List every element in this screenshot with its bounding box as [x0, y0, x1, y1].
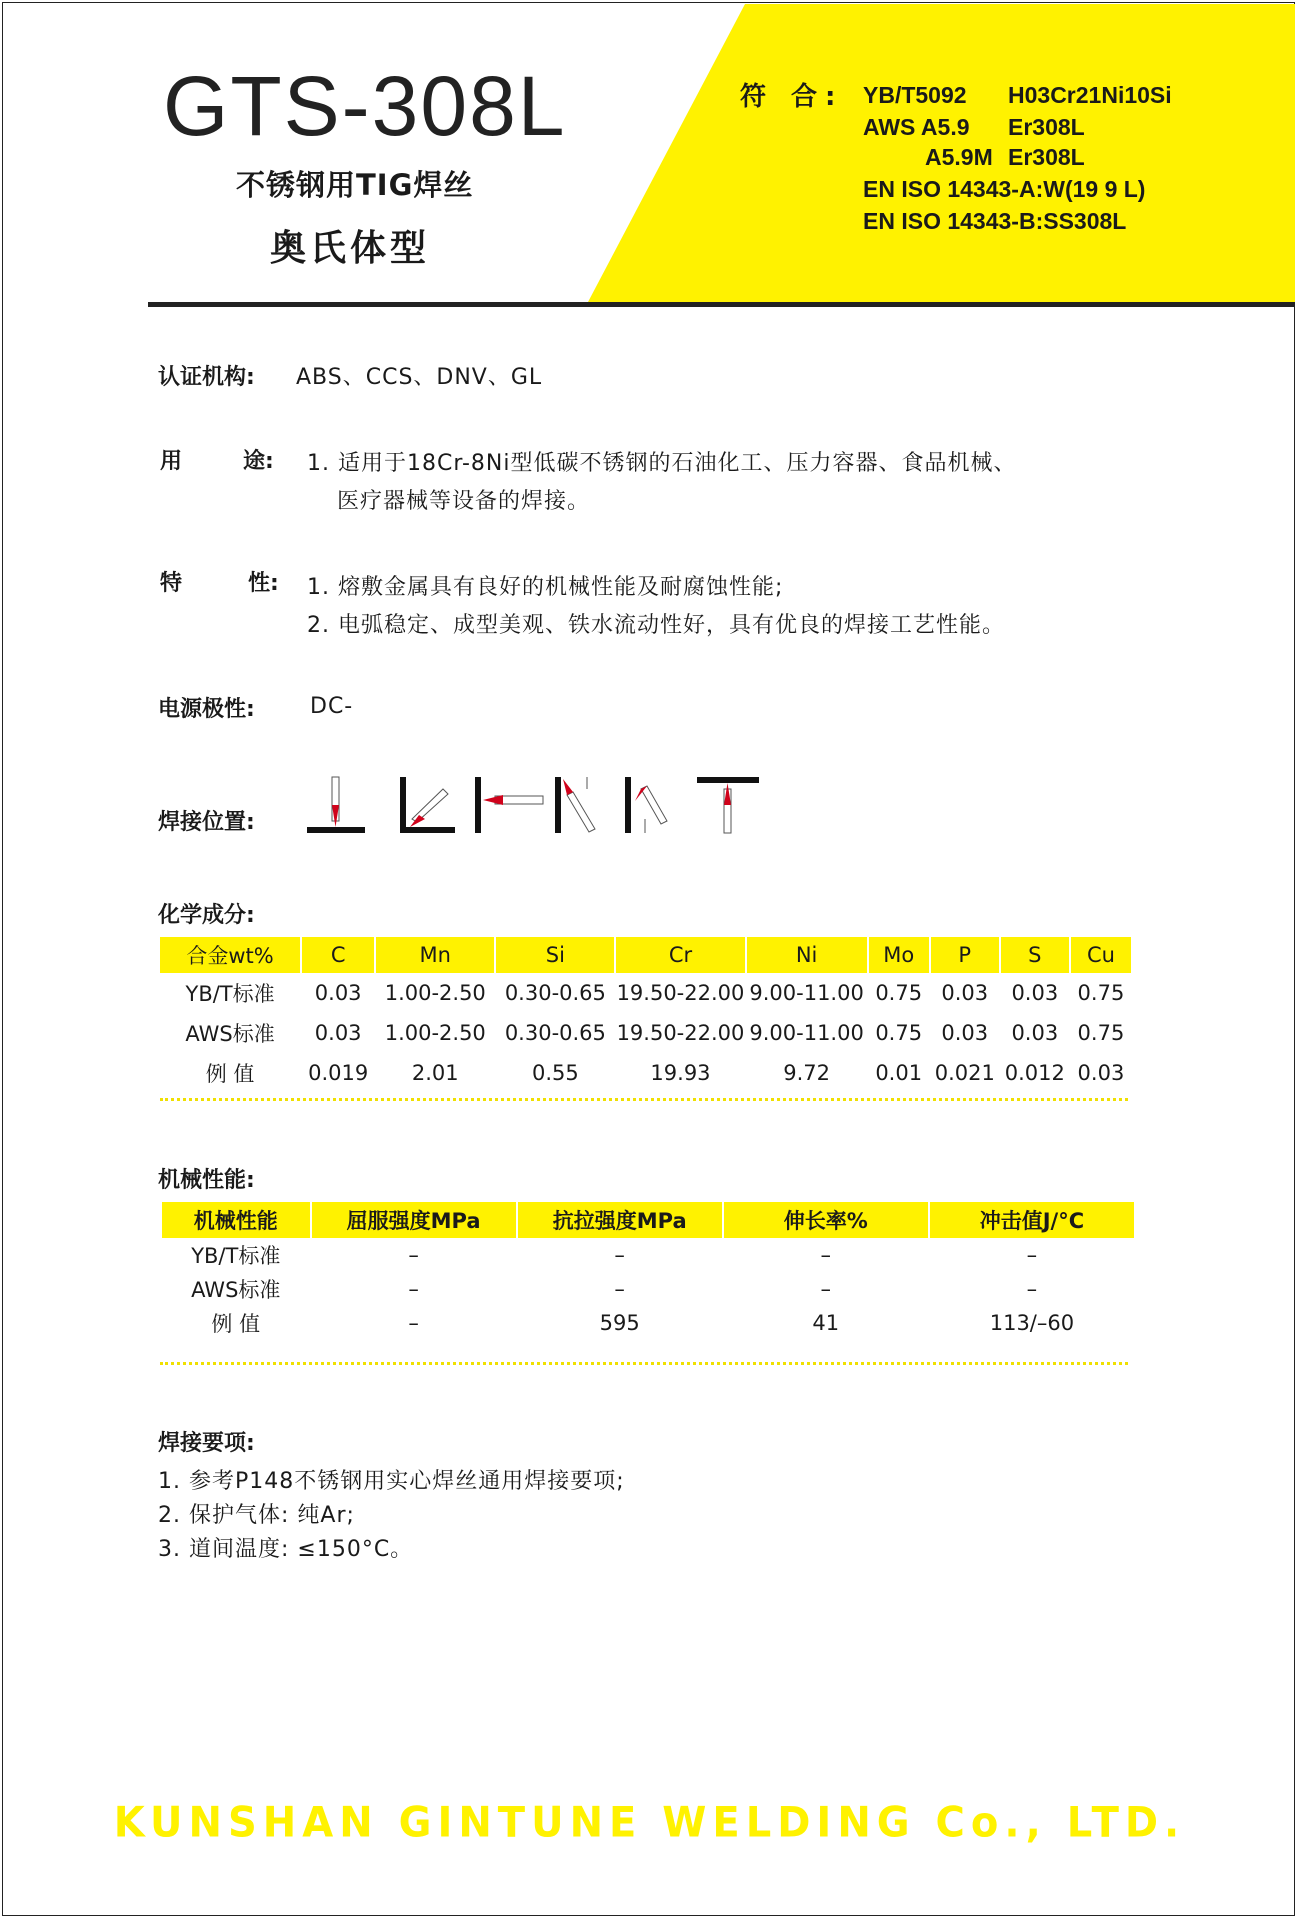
- chem-cell: 2.01: [411, 1061, 459, 1085]
- standard-yb: YB/T5092: [863, 82, 967, 108]
- mech-cell: 595: [599, 1311, 640, 1335]
- mech-cell: –: [614, 1277, 625, 1301]
- certification-label: 认证机构:: [158, 365, 255, 390]
- features-label-a: 特: [160, 571, 183, 596]
- mech-cell: –: [614, 1243, 625, 1267]
- chem-cell: 0.55: [531, 1061, 579, 1085]
- mech-cell: 例 值: [211, 1312, 261, 1336]
- note-item-1: 1. 参考P148不锈钢用实心焊丝通用焊接要项;: [158, 1469, 625, 1494]
- mechanical-title: 机械性能:: [158, 1168, 255, 1193]
- mech-header-elongation: 伸长率%: [724, 1202, 928, 1238]
- chem-cell: 19.50-22.00: [616, 1021, 745, 1045]
- chem-header-ni: Ni: [747, 937, 867, 973]
- chem-cell: 0.019: [308, 1061, 369, 1085]
- chem-header-si: Si: [496, 937, 614, 973]
- note-item-2: 2. 保护气体: 纯Ar;: [158, 1503, 355, 1528]
- mech-cell: –: [1026, 1243, 1038, 1267]
- mech-cell: –: [820, 1243, 832, 1267]
- chem-header-c: C: [302, 937, 374, 973]
- company-name: KUNSHAN GINTUNE WELDING Co., LTD.: [113, 1798, 1186, 1848]
- mech-cell: –: [408, 1243, 419, 1267]
- positions-label: 焊接位置:: [158, 810, 255, 835]
- table-row: [160, 973, 1131, 1013]
- chem-cell: 1.00-2.50: [384, 1021, 486, 1045]
- welding-positions: [305, 775, 765, 835]
- chem-cell: 9.00-11.00: [749, 981, 864, 1005]
- product-type: 奥氏体型: [270, 228, 431, 269]
- chem-cell: 9.72: [783, 1061, 830, 1085]
- table-row: [162, 1306, 1134, 1340]
- polarity-value: DC-: [310, 694, 354, 719]
- chem-header-p: P: [931, 937, 999, 973]
- certification-value: ABS、CCS、DNV、GL: [296, 365, 543, 390]
- chemical-table: [158, 937, 1133, 1093]
- chem-header-s: S: [1001, 937, 1069, 973]
- mech-cell: 41: [812, 1311, 840, 1335]
- grade-aws-m: Er308L: [1008, 144, 1085, 170]
- mech-cell: –: [1026, 1277, 1038, 1301]
- mech-header-yield: 屈服强度MPa: [312, 1202, 516, 1238]
- standard-en-a: EN ISO 14343-A:W(19 9 L): [863, 176, 1146, 202]
- chem-cell: 0.75: [875, 981, 923, 1005]
- chem-cell: 0.012: [1004, 1061, 1065, 1085]
- chem-cell: 0.03: [1011, 1021, 1059, 1045]
- grade-yb: H03Cr21Ni10Si: [1008, 82, 1172, 108]
- chem-cell: 0.30-0.65: [504, 981, 606, 1005]
- flat-position-icon: [307, 777, 365, 833]
- vertical-up-icon: [555, 777, 595, 833]
- chem-cell: 1.00-2.50: [384, 981, 486, 1005]
- chem-cell: 0.01: [875, 1061, 923, 1085]
- features-label-b: 性:: [248, 571, 279, 596]
- chemical-dotted-divider: [160, 1098, 1128, 1104]
- usage-line-1: 1. 适用于18Cr-8Ni型低碳不锈钢的石油化工、压力容器、食品机械、: [307, 451, 1017, 476]
- chem-cell: 0.03: [1011, 981, 1059, 1005]
- chem-cell: 9.00-11.00: [749, 1021, 864, 1045]
- chem-header-alloy: 合金wt%: [160, 937, 300, 973]
- features-line-2: 2. 电弧稳定、成型美观、铁水流动性好，具有优良的焊接工艺性能。: [307, 613, 1005, 638]
- chem-cell: 19.50-22.00: [616, 981, 745, 1005]
- standard-aws: AWS A5.9: [863, 114, 970, 140]
- standard-aws-m: A5.9M: [925, 144, 993, 170]
- chem-cell: 0.021: [934, 1061, 995, 1085]
- chem-cell: 0.30-0.65: [504, 1021, 606, 1045]
- chem-cell: 0.75: [1077, 1021, 1125, 1045]
- vertical-down-icon: [625, 777, 667, 833]
- chem-cell: 0.03: [941, 981, 989, 1005]
- mech-header-impact: 冲击值J/°C: [930, 1202, 1134, 1238]
- mechanical-table: [160, 1202, 1136, 1340]
- chem-header-mo: Mo: [869, 937, 929, 973]
- mech-cell: YB/T标准: [191, 1244, 281, 1268]
- note-item-3: 3. 道间温度: ≤150°C。: [158, 1537, 414, 1562]
- mech-cell: –: [820, 1277, 832, 1301]
- usage-label-b: 途:: [243, 449, 274, 474]
- chem-cell: 0.75: [875, 1021, 923, 1045]
- chem-cell: 例 值: [205, 1062, 255, 1086]
- table-row: [162, 1272, 1134, 1306]
- table-row: [160, 1013, 1131, 1053]
- horizontal-fillet-icon: [400, 777, 455, 833]
- usage-label-a: 用: [160, 449, 183, 474]
- chemical-title: 化学成分:: [158, 903, 255, 928]
- chem-header-cr: Cr: [616, 937, 744, 973]
- chem-cell: 0.03: [314, 981, 362, 1005]
- chem-cell: 0.03: [941, 1021, 989, 1045]
- chem-cell: 0.03: [314, 1021, 362, 1045]
- chem-cell: 0.75: [1077, 981, 1125, 1005]
- chemical-header-row: [160, 937, 1131, 973]
- horizontal-position-icon: [475, 777, 543, 833]
- mech-header-property: 机械性能: [162, 1202, 310, 1238]
- product-model: GTS-308L: [163, 59, 567, 153]
- header-divider: [148, 302, 1295, 307]
- overhead-position-icon: [697, 777, 759, 833]
- features-line-1: 1. 熔敷金属具有良好的机械性能及耐腐蚀性能;: [307, 575, 784, 600]
- chem-cell: 19.93: [650, 1061, 711, 1085]
- mech-cell: –: [408, 1311, 419, 1335]
- mech-cell: AWS标准: [191, 1278, 281, 1302]
- chem-cell: 0.03: [1077, 1061, 1125, 1085]
- notes-title: 焊接要项:: [158, 1431, 255, 1456]
- standard-en-b: EN ISO 14343-B:SS308L: [863, 208, 1127, 234]
- polarity-label: 电源极性:: [158, 697, 255, 722]
- table-row: [162, 1238, 1134, 1272]
- mech-cell: 113/–60: [989, 1311, 1075, 1335]
- chem-header-cu: Cu: [1071, 937, 1131, 973]
- standards-label: 符 合:: [740, 82, 844, 112]
- mechanical-header-row: [162, 1202, 1134, 1238]
- table-row: [160, 1053, 1131, 1093]
- grade-aws: Er308L: [1008, 114, 1085, 140]
- chem-cell: AWS标准: [185, 1022, 275, 1046]
- mech-cell: –: [408, 1277, 419, 1301]
- mech-header-tensile: 抗拉强度MPa: [518, 1202, 722, 1238]
- chem-cell: YB/T标准: [185, 982, 275, 1006]
- product-subtitle: 不锈钢用TIG焊丝: [236, 168, 474, 202]
- mechanical-dotted-divider: [160, 1362, 1128, 1368]
- usage-line-2: 医疗器械等设备的焊接。: [337, 489, 591, 514]
- chem-header-mn: Mn: [376, 937, 494, 973]
